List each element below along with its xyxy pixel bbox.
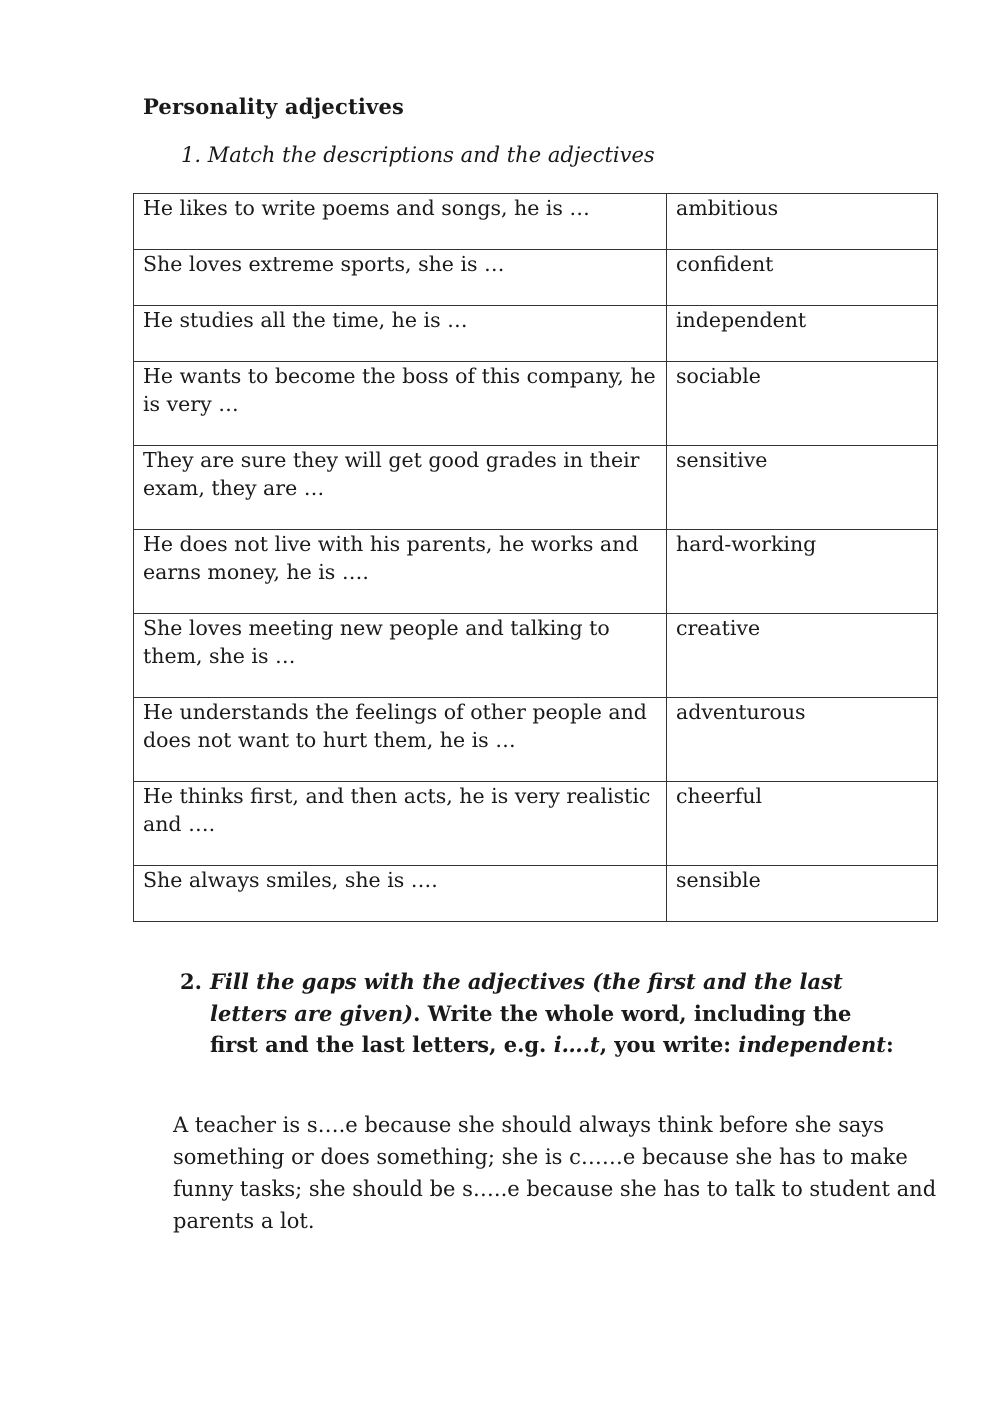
table-row (134, 782, 938, 866)
table-row (134, 866, 938, 922)
table-row (134, 306, 938, 362)
table-row (134, 698, 938, 782)
description-cell: They are sure they will get good grades in their exam, they are … (134, 446, 667, 530)
adjective-cell: independent (667, 306, 938, 362)
adjective-cell: ambitious (667, 194, 938, 250)
task2-text (210, 966, 900, 1061)
description-cell: She always smiles, she is …. (134, 866, 667, 922)
description-cell: He wants to become the boss of this company, he is very … (134, 362, 667, 446)
task2-example-pattern: i….t (553, 1032, 600, 1057)
adjective-cell: creative (667, 614, 938, 698)
adjective-cell: sensitive (667, 446, 938, 530)
matching-table (133, 193, 938, 922)
description-cell: She loves extreme sports, she is … (134, 250, 667, 306)
description-cell: He thinks first, and then acts, he is very realistic and …. (134, 782, 667, 866)
table-row (134, 614, 938, 698)
task2-bold-instruction: . Write the whole word, including the first and the last letters, e.g. (210, 1000, 852, 1057)
table-row (134, 446, 938, 530)
description-cell: He studies all the time, he is … (134, 306, 667, 362)
description-cell: He does not live with his parents, he works and earns money, he is …. (134, 530, 667, 614)
task1-instruction: 1. Match the descriptions and the adjectives (181, 143, 655, 167)
adjective-cell: adventurous (667, 698, 938, 782)
task2-example-word: independent (738, 1032, 886, 1057)
task2-italic-instruction: Fill the gaps with the adjectives (the first and the last letters are given) (210, 969, 843, 1026)
table-row (134, 194, 938, 250)
description-cell: He understands the feelings of other people and does not want to hurt them, he is … (134, 698, 667, 782)
gap-fill-paragraph: A teacher is s….e because she should always think before she says something or does something; she is c……e because she has to make funny tasks; she should be s…..e because she has to talk to student and parents a lot. (173, 1113, 937, 1233)
adjective-cell: confident (667, 250, 938, 306)
task2-instruction-mid: , you write: (599, 1032, 739, 1057)
page-title: Personality adjectives (143, 94, 405, 119)
task2-number: 2. (180, 969, 202, 994)
table-row (134, 530, 938, 614)
adjective-cell: sociable (667, 362, 938, 446)
task2-instruction (180, 966, 900, 1061)
table-row (134, 250, 938, 306)
description-cell: She loves meeting new people and talking to them, she is … (134, 614, 667, 698)
description-cell: He likes to write poems and songs, he is … (134, 194, 667, 250)
adjective-cell: sensible (667, 866, 938, 922)
adjective-cell: cheerful (667, 782, 938, 866)
table-row (134, 362, 938, 446)
task2-instruction-end: : (885, 1032, 894, 1057)
adjective-cell: hard-working (667, 530, 938, 614)
